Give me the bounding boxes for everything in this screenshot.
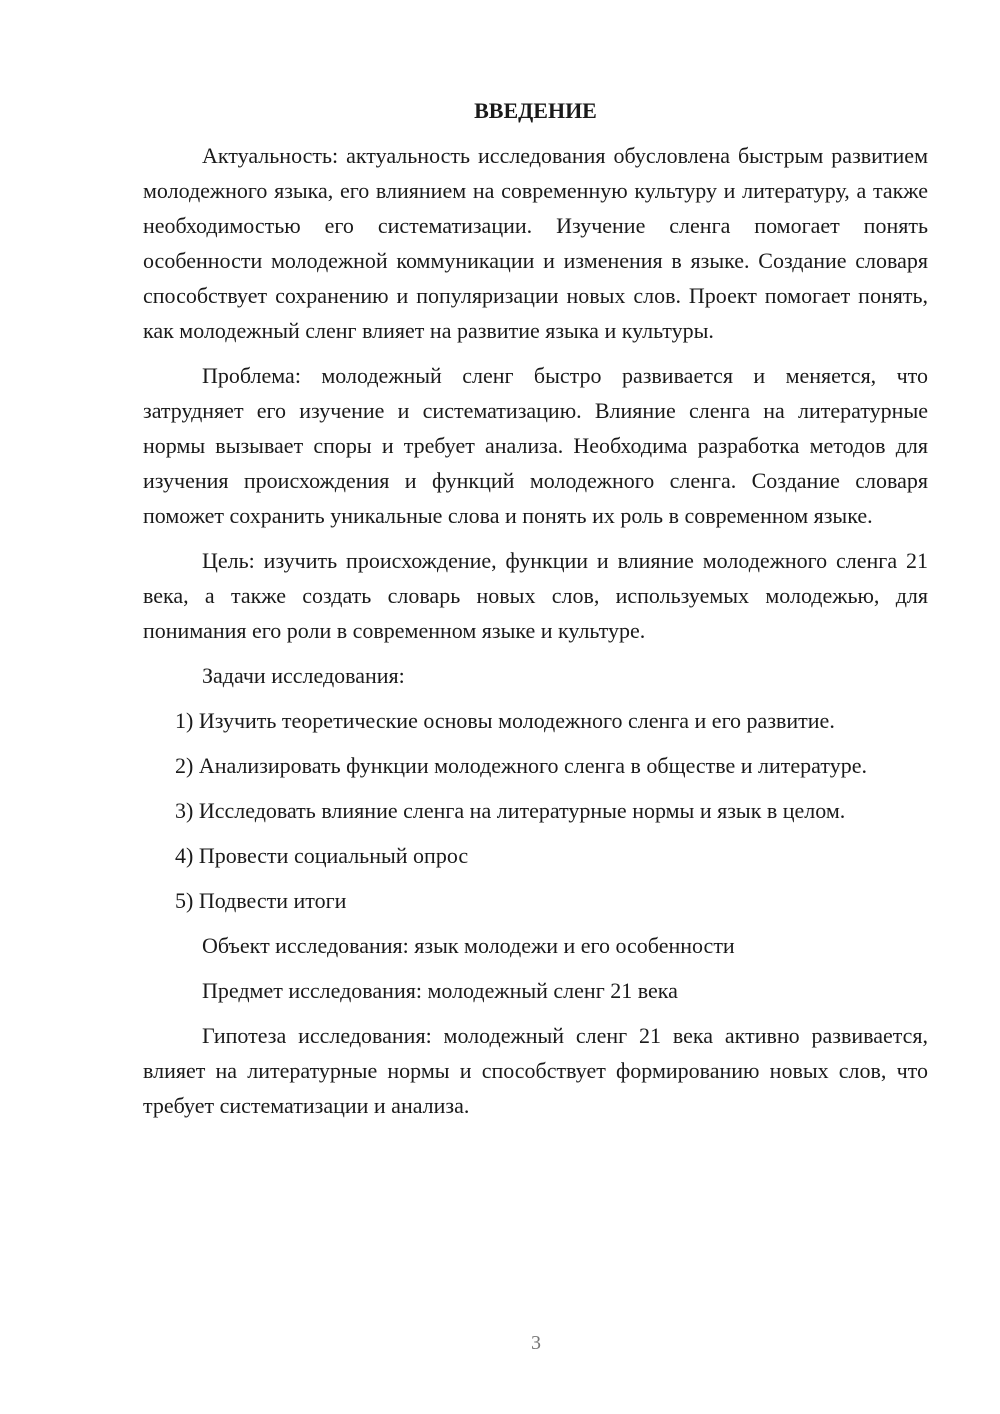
paragraph-goal: Цель: изучить происхождение, функции и влияние молодежного сленга 21 века, а также создать словарь новых слов, используемых молодежью, для понимания его роли в современном языке и культуре. bbox=[143, 548, 928, 643]
paragraph-subject: Предмет исследования: молодежный сленг 21 века bbox=[202, 978, 678, 1003]
page-number: 3 bbox=[531, 1332, 541, 1354]
section-heading: ВВЕДЕНИЕ bbox=[474, 98, 597, 123]
task-item-3: 3) Исследовать влияние сленга на литературные нормы и язык в целом. bbox=[175, 798, 846, 823]
paragraph-relevance: Актуальность: актуальность исследования обусловлена быстрым развитием молодежного языка, его влиянием на современную культуру и литературу, а также необходимостью его систематизации. Изучение сленга помогает понять особенности молодежной коммуникации и изменения в языке. Создание словаря способствует сохранению и популяризации новых слов. Проект помогает понять, как молодежный сленг влияет на развитие языка и культуры. bbox=[143, 143, 928, 343]
paragraph-problem: Проблема: молодежный сленг быстро развивается и меняется, что затрудняет его изучение и систематизацию. Влияние сленга на литературные нормы вызывает споры и требует анализа. Необходима разработка методов для изучения происхождения и функций молодежного сленга. Создание словаря поможет сохранить уникальные слова и понять их роль в современном языке. bbox=[143, 363, 928, 528]
task-item-5: 5) Подвести итоги bbox=[175, 888, 347, 913]
task-item-1: 1) Изучить теоретические основы молодежного сленга и его развитие. bbox=[175, 708, 835, 733]
paragraph-object: Объект исследования: язык молодежи и его особенности bbox=[202, 933, 735, 958]
task-item-4: 4) Провести социальный опрос bbox=[175, 843, 469, 868]
document-page bbox=[143, 93, 928, 1123]
task-item-2: 2) Анализировать функции молодежного сленга в обществе и литературе. bbox=[175, 753, 867, 778]
tasks-title: Задачи исследования: bbox=[202, 663, 405, 688]
paragraph-hypothesis: Гипотеза исследования: молодежный сленг 21 века активно развивается, влияет на литературные нормы и способствует формированию новых слов, что требует систематизации и анализа. bbox=[143, 1023, 928, 1118]
